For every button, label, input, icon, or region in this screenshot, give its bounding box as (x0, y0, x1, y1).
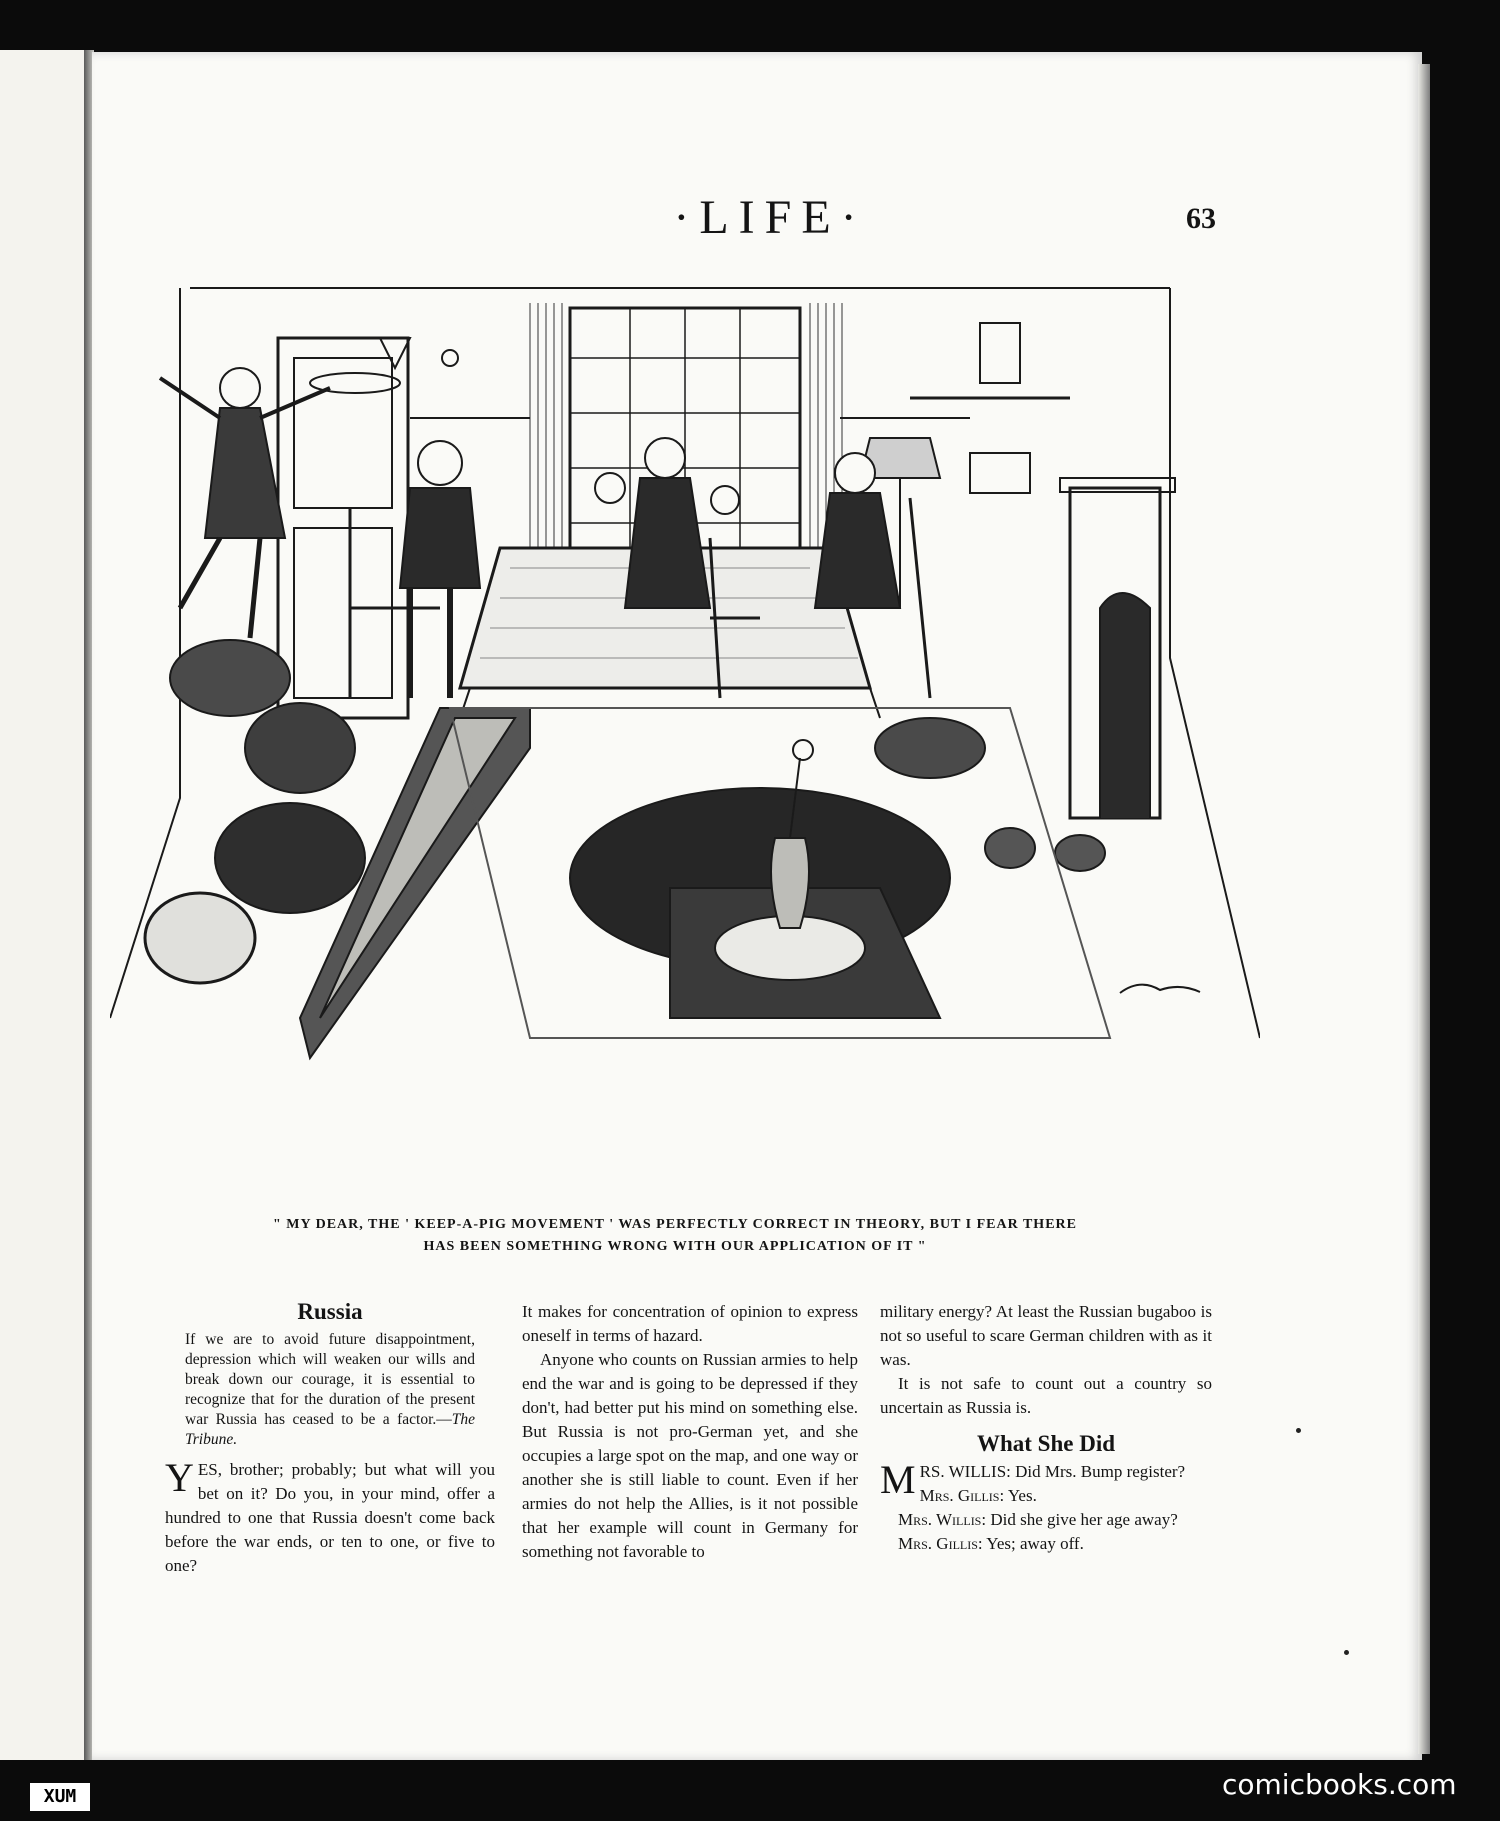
russia-paragraph-1 (165, 1455, 495, 1578)
door (278, 338, 408, 718)
russia-paragraph-5: It is not safe to count out a country so uncertain as Russia is. (880, 1374, 1212, 1417)
dialogue-line-2 (880, 1484, 1212, 1508)
epigraph-text: If we are to avoid future disappointment, depression which will weaken our wills and break down our courage, it is essential to recognize that for the duration of the present war Russia has ceased to be a factor.— (185, 1331, 475, 1428)
flower-vase (771, 838, 809, 928)
pig-left (170, 640, 290, 716)
dropcap-m: M (880, 1457, 916, 1502)
caption-line-1: " MY DEAR, THE ' KEEP-A-PIG MOVEMENT ' WAS PERFECTLY CORRECT IN THEORY, BUT I FEAR THERE (273, 1217, 1077, 1232)
page-number: 63 (1186, 202, 1216, 235)
figure-mother (625, 438, 710, 608)
dialogue-line-3 (880, 1508, 1212, 1532)
cartoon-caption (250, 1214, 1100, 1258)
flower (793, 740, 813, 760)
fireplace (1060, 478, 1175, 818)
caption-line-2: HAS BEEN SOMETHING WRONG WITH OUR APPLICATION OF IT " (423, 1239, 927, 1254)
russia-heading: Russia (297, 1299, 363, 1324)
pig-in-bucket (215, 803, 365, 913)
russia-paragraph-2: It makes for concentration of opinion to express oneself in terms of hazard. (522, 1302, 858, 1345)
artist-signature (1120, 985, 1200, 993)
russia-paragraph-4: military energy? At least the Russian bugaboo is not so useful to scare German children with as it was. (880, 1302, 1212, 1369)
dialogue-line-2-text: Yes. (1007, 1486, 1037, 1505)
cartoon-illustration (110, 278, 1260, 1198)
speck (1296, 1428, 1301, 1433)
dialogue-line-1-text: RS. WILLIS: Did Mrs. Bump register? (919, 1462, 1186, 1481)
masthead-title: ·LIFE· (673, 191, 867, 244)
what-she-did-heading: What She Did (976, 1431, 1116, 1456)
figure-child-2 (711, 486, 739, 514)
wall-picture-small (970, 453, 1030, 493)
figure-child-1 (595, 473, 625, 503)
column-2 (522, 1300, 858, 1564)
epigraph-source: The Tribune. (185, 1411, 475, 1448)
column-3 (880, 1300, 1212, 1556)
watermark: comicbooks.com (1222, 1768, 1457, 1801)
russia-epigraph (185, 1330, 475, 1450)
speaker-willis: Mrs. Willis: (898, 1510, 987, 1529)
right-page-edge (1418, 64, 1430, 1754)
dialogue-line-4-text: Yes; away off. (986, 1534, 1084, 1553)
russia-paragraph-3: Anyone who counts on Russian armies to help end the war and is going to be depressed if they don't, had better put his mind on something else. But Russia is not pro-German yet, and she occupies a large spot on the map, and one way or another she is still liable to count. Even if her armies do not help the Allies, is it not possible that her example will count in Germany for something not favorable to (522, 1350, 858, 1561)
flying-tray (310, 373, 400, 393)
dropcap-y: Y (165, 1455, 194, 1500)
wall-picture (980, 323, 1020, 383)
dialogue-line-3-text: Did she give her age away? (990, 1510, 1178, 1529)
overturned-bucket (145, 893, 255, 983)
figure-maid (160, 368, 330, 638)
spilled-pot (985, 828, 1035, 868)
speck (1344, 1650, 1349, 1655)
pig-middle (245, 703, 355, 793)
dialogue-line-4 (880, 1532, 1212, 1556)
russia-paragraph-1-text: ES, brother; probably; but what will you bet on it? Do you, in your mind, offer a hundred to one that Russia doesn't come back before the war ends, or ten to one, or five to one? (165, 1460, 495, 1575)
flying-coffee-pot (380, 338, 410, 368)
right-wall-edge (1170, 288, 1260, 1038)
column-1 (165, 1300, 495, 1578)
footer-tag: XUM (30, 1783, 90, 1811)
speaker-gillis: Mrs. Gillis: (919, 1486, 1005, 1505)
pig-sleeping (875, 718, 985, 778)
spilled-jar (1055, 835, 1105, 871)
left-page-edge (0, 50, 87, 1760)
speaker-gillis-2: Mrs. Gillis: (898, 1534, 983, 1553)
flying-cup (442, 350, 458, 366)
